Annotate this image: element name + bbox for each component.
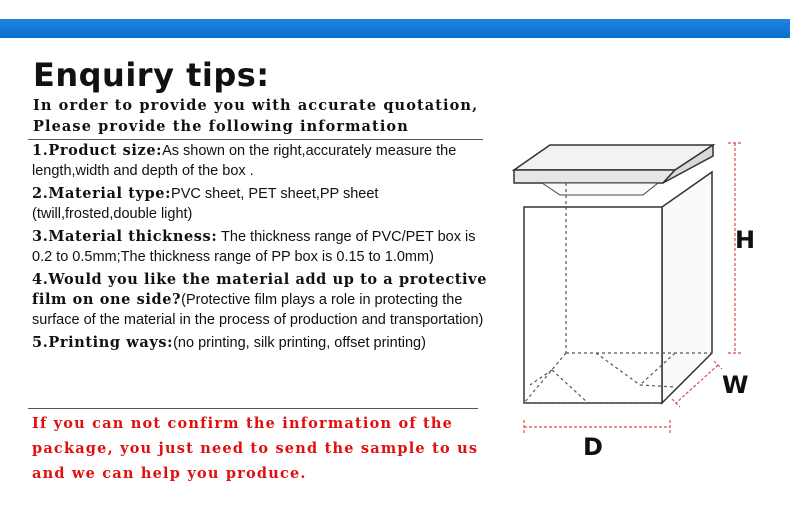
item-text: (no printing, silk printing, offset printing) — [173, 335, 426, 351]
sample-note: If you can not confirm the information of the package, you just need to send the sample to us and we can help you produce. — [32, 415, 479, 482]
item-label: 1.Product size: — [32, 142, 163, 159]
list-item-material-thickness — [32, 227, 487, 267]
depth-label: D — [583, 433, 603, 461]
divider — [28, 139, 483, 140]
divider — [28, 408, 478, 409]
list-item-product-size — [32, 141, 487, 181]
tips-list — [32, 141, 487, 356]
intro-line-1: In order to provide you with accurate quotation, — [33, 97, 479, 114]
height-label: H — [735, 226, 756, 254]
width-label: W — [722, 371, 749, 399]
intro-text — [33, 95, 478, 137]
box-tuck-flap — [542, 183, 658, 195]
box-side-face — [662, 172, 712, 403]
item-text: (Protective film plays a role in protecting the surface of the material in the process of production and transportation) — [32, 292, 484, 328]
page-title: Enquiry tips: — [33, 56, 270, 94]
intro-line-2: Please provide the following information — [33, 118, 409, 135]
list-item-protective-film — [32, 270, 487, 330]
header-bar — [0, 19, 790, 38]
item-label: 5.Printing ways: — [32, 334, 174, 351]
item-text: As shown on the right,accurately measure the length,width and depth of the box . — [32, 143, 457, 179]
item-text: The thickness range of PVC/PET box is 0.2 to 0.5mm;The thickness range of PP box is 0.15 to 1.0mm) — [32, 229, 476, 265]
box-front-face — [524, 207, 662, 403]
list-item-material-type — [32, 184, 487, 224]
item-label: 3.Material thickness: — [32, 228, 218, 245]
item-text: PVC sheet, PET sheet,PP sheet — [171, 186, 379, 202]
depth-dimension-line — [524, 420, 670, 434]
item-label: 4.Would you like the material add up to a protective film on one side? — [32, 271, 488, 308]
box-lid-front — [514, 170, 675, 183]
box-diagram — [500, 125, 750, 465]
list-item-printing-ways — [32, 333, 487, 353]
item-label: 2.Material type: — [32, 185, 172, 202]
item-note: (twill,frosted,double light) — [32, 206, 193, 222]
